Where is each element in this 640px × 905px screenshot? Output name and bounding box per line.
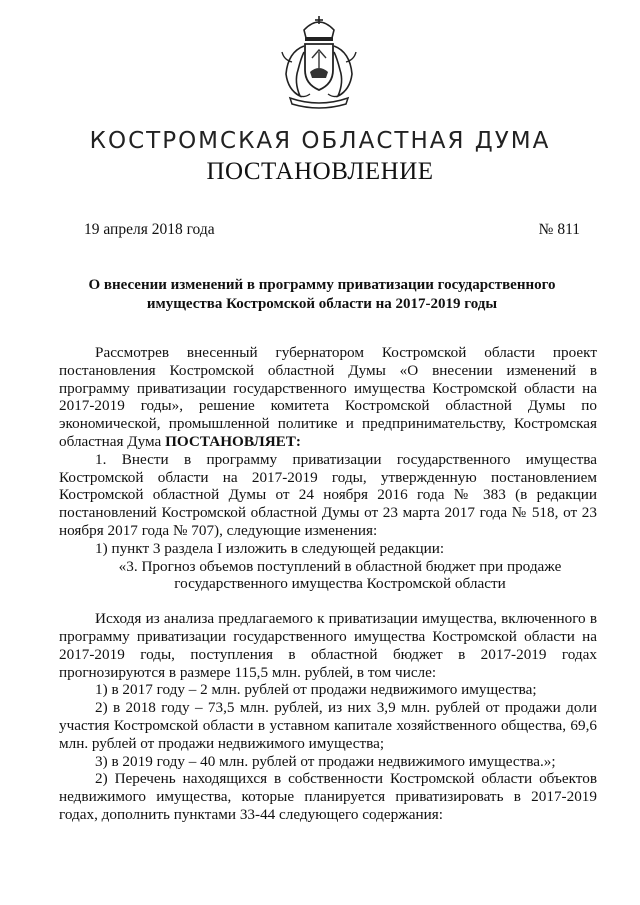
quoted-heading [59,558,597,594]
paragraph-preamble [59,344,597,451]
document-number: № 811 [538,221,580,238]
paragraph-item-1: 1. Внести в программу приватизации государственного имущества Костромской области на 2017-2019 годы, утвержденную постановлением Костромской областной Думы от 24 ноября 2016 года № 383 (в редакции постановлений Костромской областной Думы от 23 марта 2017 года № 518, от 23 ноября 2017 года № 707), следующие изменения: [59,450,597,539]
paragraph-subitem-1: 1) пункт 3 раздела I изложить в следующей редакции: [95,539,445,557]
spacer [59,593,597,610]
title-line: имущества Костромской области на 2017-2019 годы [146,296,498,312]
paragraph-year-2017: 1) в 2017 году – 2 млн. рублей от продажи недвижимого имущества; [95,681,537,699]
preamble-text: Рассмотрев внесенный губернатором Костромской области проект постановления Костромской областной Думы «О внесении изменений в программу приватизации государственного имущества Костромской области на 2017-2019 годы», решение комитета Костромской областной Думы по экономической, промышленной политике и предпринимательству, Костромская областная Дума [59,344,597,450]
paragraph-item-2: 2) Перечень находящихся в собственности Костромской области объектов недвижимого имущества, которые планируется приватизировать в 2017-2019 годах, дополнить пунктами 33-44 следующего содержания: [59,770,597,823]
resolves-keyword: ПОСТАНОВЛЯЕТ: [165,432,301,450]
paragraph-year-2019: 3) в 2019 году – 40 млн. рублей от продажи недвижимого имущества.»; [95,752,556,770]
quoted-heading-line: «3. Прогноз объемов поступлений в областной бюджет при продаже [118,557,562,575]
document-title [60,276,584,314]
organization-name: КОСТРОМСКАЯ ОБЛАСТНАЯ ДУМА [89,128,551,154]
quoted-heading-line: государственного имущества Костромской области [174,575,506,593]
paragraph-analysis: Исходя из анализа предлагаемого к приватизации имущества, включенного в программу приватизации государственного имущества Костромской области на 2017-2019 годы, поступления в областной бюджет в 2017-2019 годах прогнозируются в размере 115,5 млн. рублей, в том числе: [59,610,597,681]
title-line: О внесении изменений в программу приватизации государственного [88,277,556,293]
document-date: 19 апреля 2018 года [84,221,215,238]
document-body [59,344,597,824]
paragraph-year-2018: 2) в 2018 году – 73,5 млн. рублей, из них 3,9 млн. рублей от продажи доли участия Костромской области в уставном капитале хозяйственного общества, 69,6 млн. рублей от продажи недвижимого имущества; [59,699,597,752]
coat-of-arms-icon [274,12,364,112]
document-type: ПОСТАНОВЛЕНИЕ [206,158,434,185]
